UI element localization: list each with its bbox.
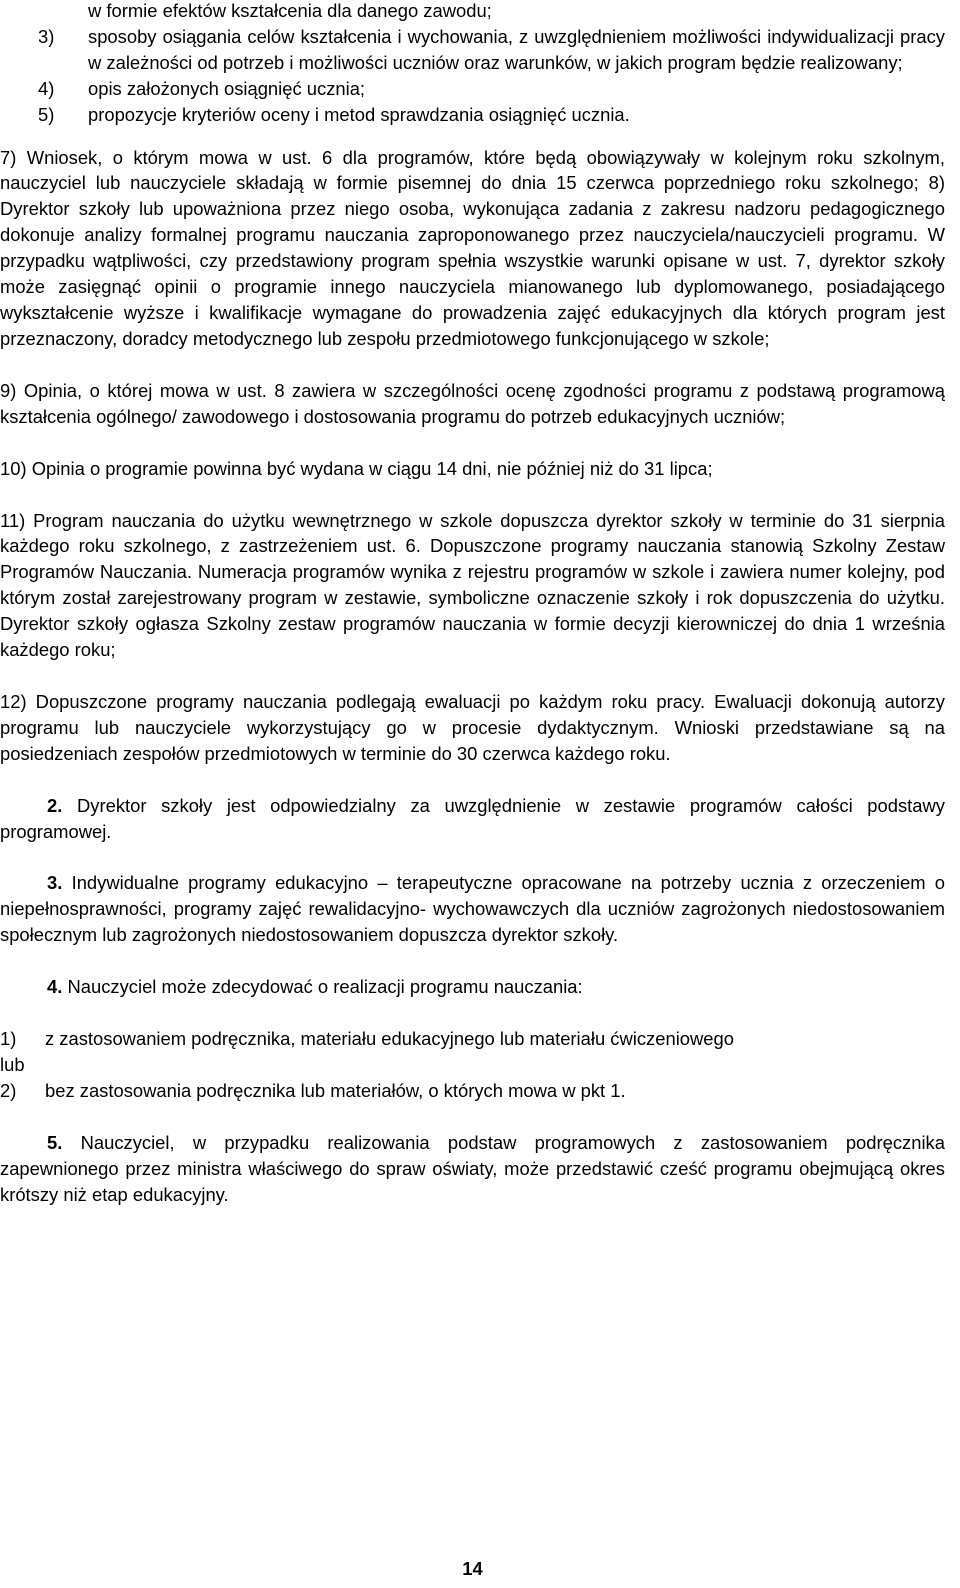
list-number: 5) (38, 103, 55, 125)
option-number: 2) (0, 1079, 17, 1101)
list-continuation-line: w formie efektów kształcenia dla danego zawodu; (88, 0, 492, 21)
section-text: Dyrektor szkoły jest odpowiedzialny za uwzględnienie w zestawie programów całości podstawy programowej. (0, 794, 945, 842)
list-number: 3) (38, 25, 55, 47)
option-item-2 (0, 1078, 945, 1104)
paragraph-12: 12) Dopuszczone programy nauczania podlegają ewaluacji po każdym roku pracy. Ewaluacji dokonują autorzy programu lub nauczyciele wykorzystujący go w procesie dydaktycznym. Wnioski przedstawiane są na posiedzeniach zespołów przedmiotowych w terminie do 30 czerwca każdego roku. (0, 690, 945, 764)
section-text: Nauczyciel, w przypadku realizowania podstaw programowych z zastosowaniem podręcznika zapewnionego przez ministra właściwego do spraw oświaty, może przedstawić cześć programu obejmującą okres krótszy niż etap edukacyjny. (0, 1131, 945, 1205)
page-number: 14 (462, 1558, 483, 1579)
list-item-5 (0, 102, 945, 128)
section-text: Nauczyciel może zdecydować o realizacji programu nauczania: (67, 976, 583, 998)
section-number: 5. (47, 1131, 63, 1153)
paragraph-10: 10) Opinia o programie powinna być wydana w ciągu 14 dni, nie później niż do 31 lipca; (0, 457, 713, 479)
list-text: sposoby osiągania celów kształcenia i wychowania, z uwzględnieniem możliwości indywidualizacji pracy w zależności od potrzeb i możliwości uczniów oraz warunków, w jakich program będzie realizowany; (88, 25, 945, 73)
paragraph-11: 11) Program nauczania do użytku wewnętrznego w szkole dopuszcza dyrektor szkoły w terminie do 31 sierpnia każdego roku szkolnego, z zastrzeżeniem ust. 6. Dopuszczone programy nauczania stanowią Szkolny Zestaw Programów Nauczania. Numeracja programów wynika z rejestru programów w szkole i zawiera numer kolejny, pod którym został zarejestrowany program w zestawie, symboliczne oznaczenie szkoły i rok dopuszczenia do użytku. Dyrektor szkoły ogłasza Szkolny zestaw programów nauczania w formie decyzji kierowniczej do dnia 1 września każdego roku; (0, 509, 945, 661)
section-2 (0, 793, 945, 845)
option-item-1 (0, 1026, 945, 1052)
option-text: z zastosowaniem podręcznika, materiału edukacyjnego lub materiału ćwiczeniowego (45, 1028, 734, 1050)
section-4 (0, 974, 945, 1000)
option-text: bez zastosowania podręcznika lub materiałów, o których mowa w pkt 1. (45, 1079, 626, 1101)
section-number: 4. (47, 976, 63, 998)
list-item-3 (0, 24, 945, 76)
list-number: 4) (38, 77, 55, 99)
option-connector: lub (0, 1054, 25, 1075)
section-text: Indywidualne programy edukacyjno – terapeutyczne opracowane na potrzeby ucznia z orzeczeniem o niepełnosprawności, programy zajęć rewalidacyjno- wychowawczych dla uczniów zagrożonych niedostosowaniem społecznym lub zagrożonych niedostosowaniem dopuszcza dyrektor szkoły. (0, 872, 945, 946)
section-number: 2. (47, 794, 63, 816)
section-3 (0, 870, 945, 948)
list-item-4 (0, 76, 945, 102)
paragraph-7-8: 7) Wniosek, o którym mowa w ust. 6 dla programów, które będą obowiązywały w kolejnym roku szkolnym, nauczyciel lub nauczyciele składają w formie pisemnej do dnia 15 czerwca poprzedniego roku szkolnego; 8) Dyrektor szkoły lub upoważniona przez niego osoba, wykonująca zadania z zakresu nadzoru pedagogicznego dokonuje analizy formalnej programu nauczania zaproponowanego przez nauczyciela/nauczycieli programu. W przypadku wątpliwości, czy przedstawiony program spełnia wszystkie warunki opisane w ust. 7, dyrektor szkoły może zasięgnąć opinii o programie innego nauczyciela mianowanego lub dyplomowanego, posiadającego wykształcenie wyższe i kwalifikacje wymagane do prowadzenia zajęć edukacyjnych dla których program jest przeznaczony, doradcy metodycznego lub zespołu przedmiotowego funkcjonującego w szkole; (0, 146, 945, 349)
option-number: 1) (0, 1028, 17, 1050)
section-number: 3. (47, 872, 63, 894)
list-text: propozycje kryteriów oceny i metod sprawdzania osiągnięć ucznia. (88, 103, 630, 125)
paragraph-9: 9) Opinia, o której mowa w ust. 8 zawiera w szczególności ocenę zgodności programu z podstawą programową kształcenia ogólnego/ zawodowego i dostosowania programu do potrzeb edukacyjnych uczniów; (0, 379, 945, 427)
list-text: opis założonych osiągnięć ucznia; (88, 77, 366, 99)
section-5 (0, 1130, 945, 1208)
